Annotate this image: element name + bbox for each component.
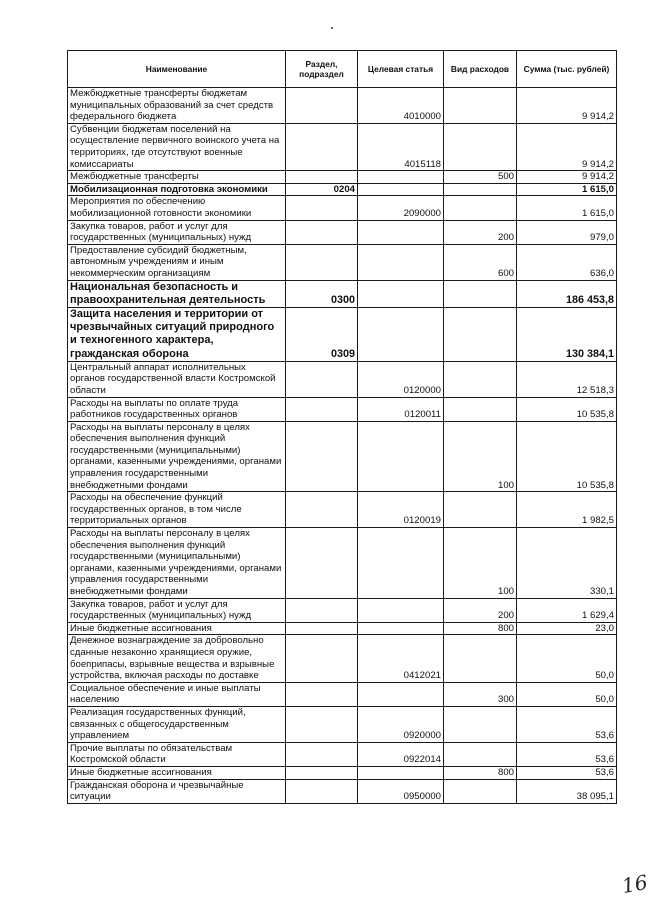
row-name-cell: Гражданская оборона и чрезвычайные ситуации xyxy=(68,779,286,803)
row-sum-cell: 186 453,8 xyxy=(517,280,617,307)
row-sum-cell: 9 914,2 xyxy=(517,123,617,170)
row-sum-cell: 50,0 xyxy=(517,682,617,706)
row-name-cell: Расходы на выплаты персоналу в целях обеспечения выполнения функций государственными (муниципальными) органами, казенными учреждениями, органами управления государственными внебюджетными фондами xyxy=(68,528,286,599)
row-type-cell: 800 xyxy=(444,622,517,635)
row-target-cell: 0120019 xyxy=(358,492,444,528)
row-name-cell: Расходы на обеспечение функций государственных органов, в том числе территориальных органов xyxy=(68,492,286,528)
row-name-cell: Защита населения и территории от чрезвычайных ситуаций природного и техногенного характера, гражданская оборона xyxy=(68,307,286,361)
row-type-cell xyxy=(444,123,517,170)
row-section-cell xyxy=(286,397,358,421)
row-name-cell: Мероприятия по обеспечению мобилизационной готовности экономики xyxy=(68,196,286,220)
table-row xyxy=(68,779,617,803)
row-section-cell xyxy=(286,682,358,706)
row-section-cell xyxy=(286,244,358,280)
row-type-cell: 800 xyxy=(444,766,517,779)
row-section-cell xyxy=(286,361,358,397)
table-row xyxy=(68,635,617,682)
row-name-cell: Социальное обеспечение и иные выплаты населению xyxy=(68,682,286,706)
row-target-cell: 2090000 xyxy=(358,196,444,220)
row-target-cell xyxy=(358,766,444,779)
row-section-cell xyxy=(286,598,358,622)
row-sum-cell: 23,0 xyxy=(517,622,617,635)
row-sum-cell: 50,0 xyxy=(517,635,617,682)
row-sum-cell: 636,0 xyxy=(517,244,617,280)
row-sum-cell: 53,6 xyxy=(517,742,617,766)
row-name-cell: Закупка товаров, работ и услуг для государственных (муниципальных) нужд xyxy=(68,220,286,244)
table-row xyxy=(68,682,617,706)
header-section: Раздел, подраздел xyxy=(286,51,358,88)
row-section-cell xyxy=(286,742,358,766)
row-sum-cell: 10 535,8 xyxy=(517,397,617,421)
header-sum: Сумма (тыс. рублей) xyxy=(517,51,617,88)
row-name-cell: Расходы на выплаты по оплате труда работников государственных органов xyxy=(68,397,286,421)
row-target-cell xyxy=(358,280,444,307)
row-target-cell xyxy=(358,244,444,280)
row-target-cell xyxy=(358,528,444,599)
table-row xyxy=(68,88,617,124)
header-target: Целевая статья xyxy=(358,51,444,88)
table-row xyxy=(68,421,617,492)
row-sum-cell: 130 384,1 xyxy=(517,307,617,361)
row-name-cell: Закупка товаров, работ и услуг для государственных (муниципальных) нужд xyxy=(68,598,286,622)
row-type-cell xyxy=(444,742,517,766)
table-row xyxy=(68,307,617,361)
row-sum-cell: 9 914,2 xyxy=(517,171,617,184)
row-name-cell: Субвенции бюджетам поселений на осуществление первичного воинского учета на территориях, где отсутствуют военные комиссариаты xyxy=(68,123,286,170)
table-row xyxy=(68,598,617,622)
row-section-cell xyxy=(286,706,358,742)
row-sum-cell: 12 518,3 xyxy=(517,361,617,397)
row-section-cell xyxy=(286,635,358,682)
row-target-cell: 0412021 xyxy=(358,635,444,682)
row-target-cell xyxy=(358,220,444,244)
row-target-cell: 0120011 xyxy=(358,397,444,421)
header-type: Вид расходов xyxy=(444,51,517,88)
row-sum-cell: 1 982,5 xyxy=(517,492,617,528)
row-sum-cell: 1 629,4 xyxy=(517,598,617,622)
table-row xyxy=(68,183,617,196)
row-type-cell xyxy=(444,307,517,361)
row-target-cell xyxy=(358,598,444,622)
row-sum-cell: 979,0 xyxy=(517,220,617,244)
row-target-cell xyxy=(358,171,444,184)
table-row xyxy=(68,397,617,421)
row-name-cell: Межбюджетные трансферты бюджетам муниципальных образований за счет средств федерального бюджета xyxy=(68,88,286,124)
row-type-cell: 300 xyxy=(444,682,517,706)
table-row xyxy=(68,622,617,635)
row-type-cell: 600 xyxy=(444,244,517,280)
row-target-cell: 0922014 xyxy=(358,742,444,766)
row-type-cell xyxy=(444,361,517,397)
row-name-cell: Иные бюджетные ассигнования xyxy=(68,766,286,779)
row-type-cell xyxy=(444,492,517,528)
row-section-cell xyxy=(286,171,358,184)
row-sum-cell: 9 914,2 xyxy=(517,88,617,124)
row-type-cell: 200 xyxy=(444,220,517,244)
row-sum-cell: 38 095,1 xyxy=(517,779,617,803)
row-type-cell: 500 xyxy=(444,171,517,184)
row-type-cell xyxy=(444,88,517,124)
table-row xyxy=(68,361,617,397)
table-header-row xyxy=(68,51,617,88)
row-target-cell xyxy=(358,307,444,361)
row-target-cell: 0120000 xyxy=(358,361,444,397)
row-name-cell: Иные бюджетные ассигнования xyxy=(68,622,286,635)
row-target-cell: 0950000 xyxy=(358,779,444,803)
row-target-cell: 4015118 xyxy=(358,123,444,170)
row-type-cell: 100 xyxy=(444,528,517,599)
row-section-cell xyxy=(286,220,358,244)
table-row xyxy=(68,280,617,307)
row-target-cell xyxy=(358,682,444,706)
row-name-cell: Денежное вознаграждение за добровольно сданные незаконно хранящиеся оружие, боеприпасы, взрывные вещества и взрывные устройства, включая расходы по доставке xyxy=(68,635,286,682)
table-row xyxy=(68,171,617,184)
page-number: 16 xyxy=(620,869,649,899)
table-row xyxy=(68,196,617,220)
row-sum-cell: 10 535,8 xyxy=(517,421,617,492)
row-section-cell xyxy=(286,779,358,803)
row-sum-cell: 1 615,0 xyxy=(517,183,617,196)
row-target-cell xyxy=(358,421,444,492)
row-section-cell: 0204 xyxy=(286,183,358,196)
row-type-cell: 200 xyxy=(444,598,517,622)
row-name-cell: Прочие выплаты по обязательствам Костромской области xyxy=(68,742,286,766)
row-type-cell xyxy=(444,280,517,307)
row-section-cell xyxy=(286,421,358,492)
row-name-cell: Национальная безопасность и правоохранительная деятельность xyxy=(68,280,286,307)
row-sum-cell: 53,6 xyxy=(517,706,617,742)
row-section-cell xyxy=(286,123,358,170)
row-target-cell xyxy=(358,622,444,635)
row-section-cell: 0309 xyxy=(286,307,358,361)
table-row xyxy=(68,220,617,244)
row-type-cell: 100 xyxy=(444,421,517,492)
row-type-cell xyxy=(444,397,517,421)
row-name-cell: Предоставление субсидий бюджетным, автономным учреждениям и иным некоммерческим организациям xyxy=(68,244,286,280)
budget-table xyxy=(67,50,617,804)
row-name-cell: Центральный аппарат исполнительных органов государственной власти Костромской области xyxy=(68,361,286,397)
row-target-cell: 4010000 xyxy=(358,88,444,124)
table-row xyxy=(68,528,617,599)
row-type-cell xyxy=(444,779,517,803)
table-row xyxy=(68,244,617,280)
row-section-cell xyxy=(286,766,358,779)
row-name-cell: Реализация государственных функций, связанных с общегосударственным управлением xyxy=(68,706,286,742)
row-section-cell xyxy=(286,622,358,635)
row-name-cell: Расходы на выплаты персоналу в целях обеспечения выполнения функций государственными (муниципальными) органами, казенными учреждениями, органами управления государственными внебюджетными фондами xyxy=(68,421,286,492)
header-name: Наименование xyxy=(68,51,286,88)
row-sum-cell: 330,1 xyxy=(517,528,617,599)
row-section-cell xyxy=(286,492,358,528)
table-row xyxy=(68,706,617,742)
row-section-cell: 0300 xyxy=(286,280,358,307)
row-sum-cell: 53,6 xyxy=(517,766,617,779)
table-row xyxy=(68,492,617,528)
row-target-cell xyxy=(358,183,444,196)
table-row xyxy=(68,742,617,766)
row-target-cell: 0920000 xyxy=(358,706,444,742)
row-section-cell xyxy=(286,196,358,220)
row-type-cell xyxy=(444,635,517,682)
row-name-cell: Мобилизационная подготовка экономики xyxy=(68,183,286,196)
table-row xyxy=(68,766,617,779)
table-row xyxy=(68,123,617,170)
row-section-cell xyxy=(286,88,358,124)
row-sum-cell: 1 615,0 xyxy=(517,196,617,220)
row-type-cell xyxy=(444,183,517,196)
scan-dot xyxy=(331,27,333,29)
row-section-cell xyxy=(286,528,358,599)
row-type-cell xyxy=(444,196,517,220)
row-name-cell: Межбюджетные трансферты xyxy=(68,171,286,184)
row-type-cell xyxy=(444,706,517,742)
